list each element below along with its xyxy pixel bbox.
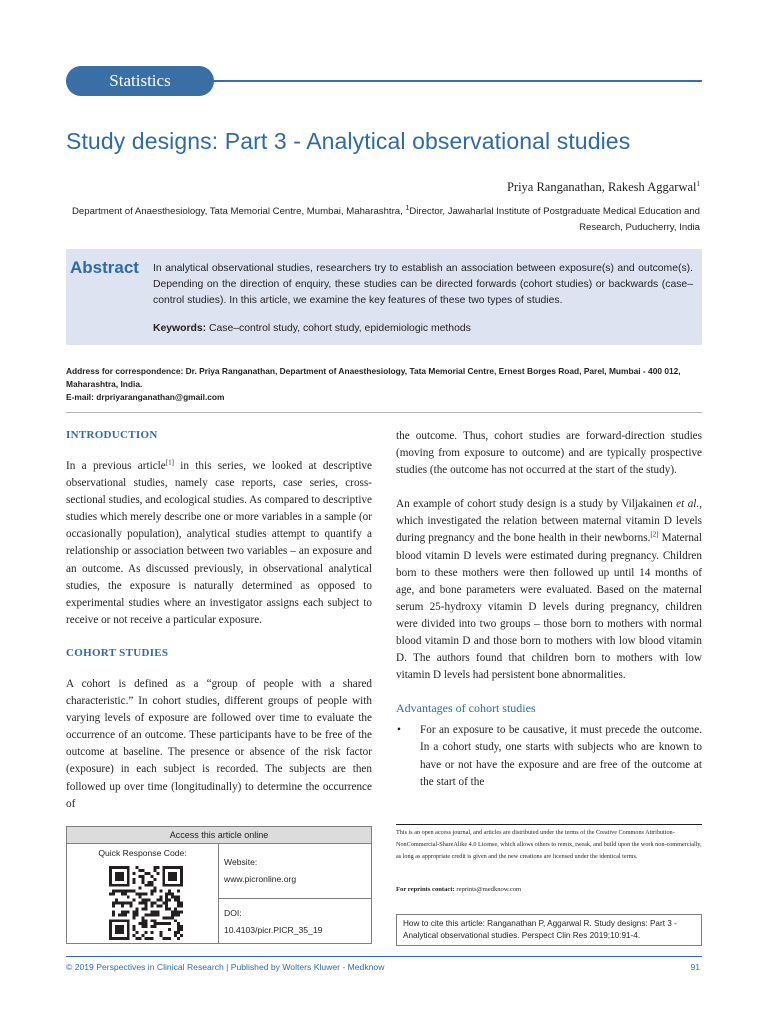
keywords-label: Keywords:	[153, 323, 207, 334]
example-text-b: , which investigated the relation between maternal vitamin D levels during pregnancy and the bone health in their newborns.	[396, 498, 703, 545]
abstract-text: In analytical observational studies, researchers try to establish an association between exposure(s) and outcome(s). Depending on the direction of enquiry, these studies can be directed forwards (cohort studies) or backwards (case–control studies). In this article, we examine the key features of these two types of studies.	[153, 263, 693, 306]
website-link[interactable]: www.picronline.org	[224, 874, 297, 884]
reprints-label: For reprints contact:	[396, 886, 455, 893]
citation-box: How to cite this article: Ranganathan P, Aggarwal R. Study designs: Part 3 - Analytical observational studies. Perspect Clin Res 2019;10:91-4.	[396, 914, 702, 946]
website-cell	[219, 844, 371, 899]
affiliation-part1: Department of Anaesthesiology, Tata Memorial Centre, Mumbai, Maharashtra,	[71, 206, 406, 217]
list-item	[396, 722, 702, 790]
introduction-heading: INTRODUCTION	[66, 429, 158, 441]
right-column	[396, 428, 702, 791]
affiliation-sup: 1	[405, 204, 410, 212]
doi-label: DOI:	[224, 908, 242, 918]
correspondence-email: E-mail: drpriyaranganathan@gmail.com	[66, 392, 225, 402]
affiliation	[66, 204, 700, 236]
author-names: Priya Ranganathan, Rakesh Aggarwal	[506, 180, 697, 194]
keywords-list: Case–control study, cohort study, epidemiologic methods	[206, 323, 471, 334]
page-number: 91	[690, 962, 700, 972]
intro-text-b: in this series, we looked at descriptive observational studies, namely case reports, case series, cross-sectional studies, and ecological studies. As compared to descriptive studies which merely describe one or more variables in a sample (or occasionally population), analytical studies attempt to quantify a relationship or association between two variables – an exposure and an outcome. As discussed previously, in observational analytical studies, the exposure is naturally determined as opposed to experimental studies where an investigator assigns each subject to receive or not receive a particular exposure.	[66, 460, 372, 626]
correspondence	[66, 365, 700, 404]
abstract-keywords	[153, 323, 693, 334]
license-text: This is an open access journal, and articles are distributed under the terms of the Creative Commons Attribution-NonCommercial-ShareAlike 4.0 License, which allows others to remix, tweak, and build upon the work non-commercially, as long as appropriate credit is given and the new creations are licensed under the identical terms.	[396, 829, 702, 860]
reprints-email[interactable]: reprints@medknow.com	[454, 886, 522, 893]
affiliation-part2: Director, Jawaharlal Institute of Postgraduate Medical Education and Research, Puducherry, India	[409, 206, 700, 233]
divider	[396, 824, 702, 825]
left-column	[66, 428, 372, 830]
qr-code-icon[interactable]	[109, 866, 183, 940]
example-etal: et al.	[676, 498, 700, 511]
section-tab: Statistics	[66, 66, 214, 96]
abstract-heading: Abstract	[70, 258, 139, 277]
author-sup: 1	[696, 179, 700, 188]
access-heading: Access this article online	[67, 827, 371, 844]
qr-label: Quick Response Code:	[98, 848, 187, 858]
cohort-paragraph: A cohort is defined as a “group of people with a shared characteristic.” In cohort studies, different groups of people with varying levels of exposure are followed over time to evaluate the occurrence of an outcome. These participants have to be free of the outcome at baseline. The presence or absence of the risk factor (exposure) in each subject is recorded. The subjects are then followed up over time (longitudinally) to determine the occurrence of	[66, 677, 372, 810]
bullet-text: For an exposure to be causative, it must precede the outcome. In a cohort study, one starts with subjects who are known to have or not have the exposure and are free of the outcome at the start of the	[420, 724, 702, 788]
intro-text-a: In a previous article	[66, 460, 166, 472]
page-title: Study designs: Part 3 - Analytical observational studies	[66, 128, 631, 154]
bullet-icon: •	[397, 724, 401, 737]
introduction-paragraph	[66, 458, 372, 629]
correspondence-address: Address for correspondence: Dr. Priya Ranganathan, Department of Anaesthesiology, Tata Memorial Centre, Ernest Borges Road, Parel, Mumbai - 400 012, Maharashtra, India.	[66, 366, 681, 389]
advantages-heading: Advantages of cohort studies	[396, 701, 536, 716]
qr-cell	[67, 844, 219, 943]
abstract-box	[66, 249, 702, 345]
citation-ref[interactable]: [1]	[165, 458, 174, 467]
doi-link[interactable]: 10.4103/picr.PICR_35_19	[224, 925, 323, 935]
footer-text: © 2019 Perspectives in Clinical Research | Published by Wolters Kluwer - Medknow	[66, 962, 385, 972]
website-label: Website:	[224, 857, 258, 867]
reprints	[396, 886, 702, 893]
example-paragraph	[396, 496, 702, 684]
doi-cell	[219, 899, 371, 943]
cohort-studies-heading: COHORT STUDIES	[66, 646, 169, 659]
footer-rule	[66, 956, 702, 957]
citation-ref[interactable]: [2]	[650, 530, 659, 539]
example-text-a: An example of cohort study design is a study by Viljakainen	[396, 498, 677, 511]
divider	[66, 412, 702, 413]
example-text-c: Maternal blood vitamin D levels were estimated during pregnancy. Children born to these mothers were then followed up until 14 months of age, and bone parameters were evaluated. Based on the maternal serum 25-hydroxy vitamin D levels during pregnancy, children were divided into two groups – those born to mothers with normal blood vitamin D and those born to mothers with low blood vitamin D. The authors found that children born to mothers with low vitamin D levels had persistent bone abnormalities.	[396, 532, 702, 682]
access-article-box	[66, 826, 372, 944]
cohort-paragraph-continued: the outcome. Thus, cohort studies are forward-direction studies (moving from exposure to outcome) and are typically prospective studies (the outcome has not occurred at the start of the study).	[396, 430, 702, 477]
authors	[507, 180, 700, 195]
